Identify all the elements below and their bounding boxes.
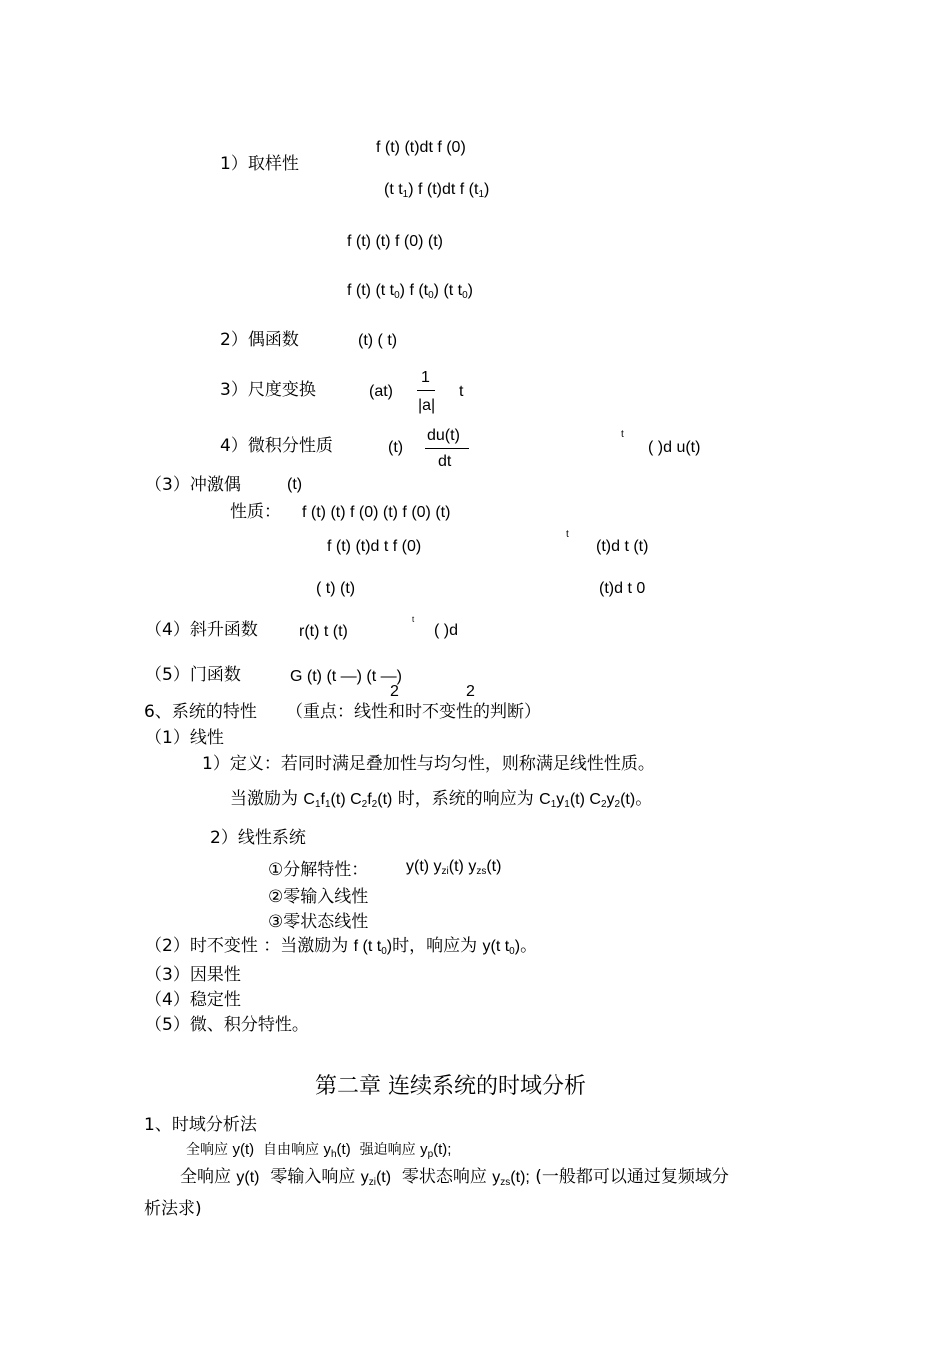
gate-label: （5）门函数 [145, 665, 241, 685]
sampling-eq-1: f (t) (t)dt f (0) [376, 139, 466, 156]
doublet-p1: f (t) (t) f (0) (t) f (0) (t) [302, 504, 451, 521]
ramp-rhs: ( )d [434, 622, 458, 639]
section-6-heading: 6、系统的特性 [144, 702, 257, 722]
causality: （3）因果性 [145, 965, 241, 985]
zero-input-linear: ②零输入线性 [268, 887, 369, 907]
even-eq: (t) ( t) [358, 332, 398, 349]
stability: （4）稳定性 [145, 990, 241, 1010]
diffint-den: dt [438, 453, 452, 470]
scale-label: 3）尺度变换 [220, 380, 316, 400]
response-line-3: 析法求) [144, 1199, 202, 1219]
diffint-sup: t [621, 429, 624, 440]
response-line-1: 全响应 y(t) 自由响应 $y_h(t)$ 强迫响应 $y_p(t)$; [186, 1141, 452, 1160]
excitation-line: 当激励为 C1f1(t) C2f2(t) 时，系统的响应为 C1y1(t) C2y2(t)。 [230, 789, 653, 810]
scale-den: |a| [418, 397, 436, 414]
gate-den-1: 2 [390, 683, 399, 700]
doublet-label: （3）冲激偶 [145, 475, 241, 495]
doublet-prop-label: 性质： [230, 502, 281, 522]
diffint-num: du(t) [427, 427, 460, 444]
section-6-note: （重点：线性和时不变性的判断） [286, 702, 541, 722]
sampling-eq-2: (t t1) f (t)dt f (t1) [384, 181, 490, 200]
ramp-sup: t [412, 615, 415, 624]
diff-int-property: （5）微、积分特性。 [145, 1015, 309, 1035]
diffint-label: 4）微积分性质 [220, 436, 333, 456]
diffint-fraction-bar [425, 448, 469, 449]
ramp-label: （4）斜升函数 [145, 620, 258, 640]
scale-num: 1 [421, 369, 430, 386]
diffint-rhs: ( )d u(t) [648, 439, 701, 456]
chapter-2-title: 第二章 连续系统的时域分析 [315, 1074, 586, 1099]
sampling-eq-4: f (t) (t t0) f (t0) (t t0) [347, 282, 473, 301]
decomposition-label: ①分解特性： [268, 860, 369, 880]
doublet-p2-sup: t [566, 529, 569, 540]
decomposition-eq: y(t) yzi(t) yzs(t) [406, 858, 502, 877]
scale-fraction-bar [417, 390, 435, 391]
doublet-p3-rhs: (t)d t 0 [599, 580, 646, 597]
doublet-p2: f (t) (t)d t f (0) [327, 538, 422, 555]
diffint-lhs: (t) [388, 439, 404, 456]
gate-den-2: 2 [466, 683, 475, 700]
gate-eq: G (t) (t —) (t —) [290, 668, 402, 685]
scale-rhs: t [459, 383, 464, 400]
sampling-label: 1）取样性 [220, 154, 299, 174]
doublet-p2-rhs: (t)d t (t) [596, 538, 649, 555]
ramp-eq: r(t) t (t) [299, 623, 348, 640]
zero-state-linear: ③零状态线性 [268, 912, 369, 932]
linear-title: （1）线性 [145, 728, 224, 748]
linear-definition: 1）定义：若同时满足叠加性与均匀性，则称满足线性性质。 [202, 754, 655, 774]
doublet-arg: (t) [287, 476, 303, 493]
doublet-p3: ( t) (t) [316, 580, 356, 597]
scale-lhs: (at) [369, 383, 393, 400]
response-line-2: 全响应 y(t) 零输入响应 yzi(t) 零状态响应 yzs(t); (一般都可以通过复频域分 [180, 1167, 729, 1188]
even-label: 2）偶函数 [220, 330, 299, 350]
linear-system-title: 2）线性系统 [210, 828, 306, 848]
time-invariance-line: （2）时不变性 ：当激励为 f (t t0)时，响应为 y(t t0)。 [145, 936, 538, 957]
sampling-eq-3: f (t) (t) f (0) (t) [347, 233, 443, 250]
time-domain-heading: 1、时域分析法 [144, 1115, 257, 1135]
